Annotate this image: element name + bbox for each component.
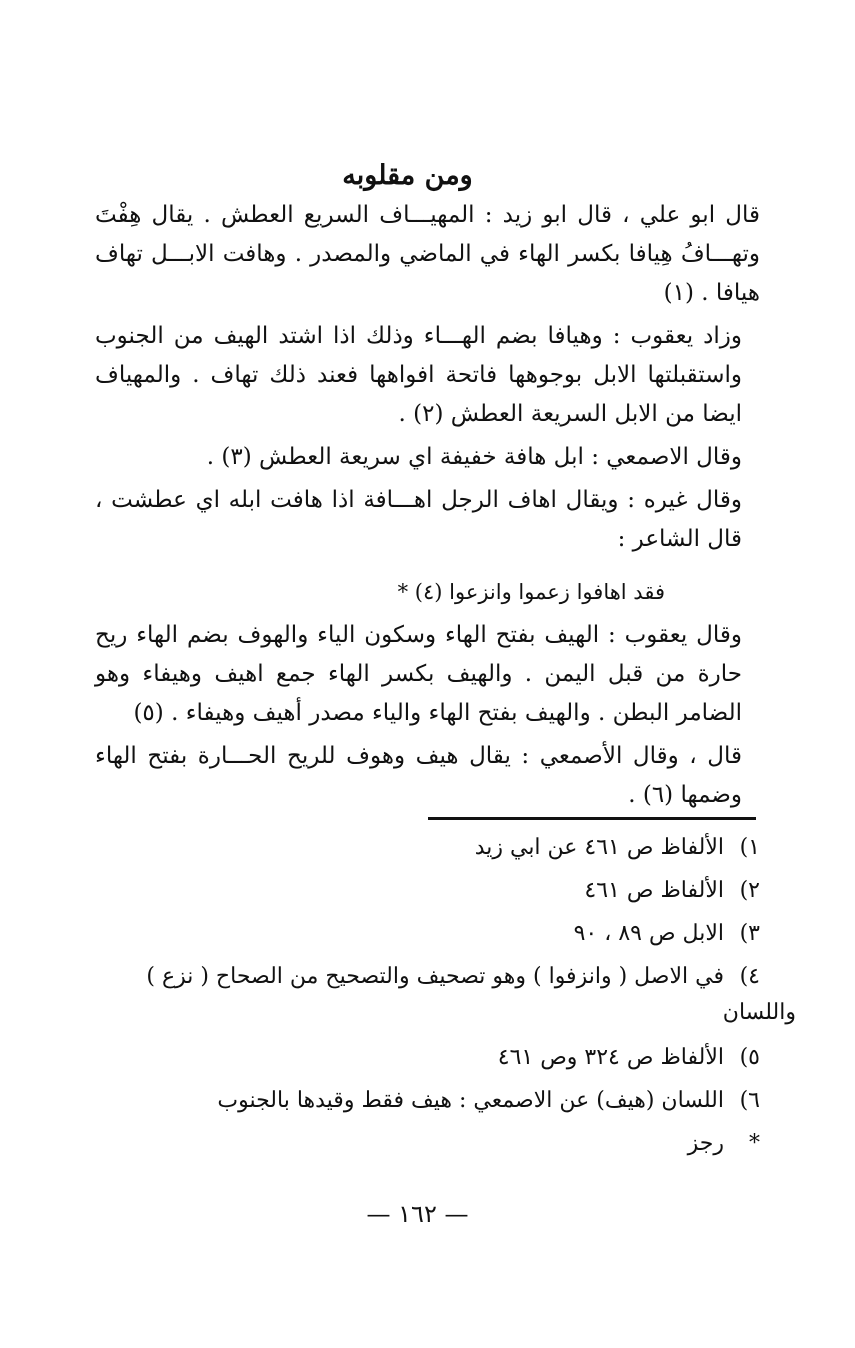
footnote-number: ٣) [739, 921, 760, 946]
paragraph-6: قال ، وقال الأصمعي : يقال هيف وهوف للريح الحـــارة بفتح الهاء وضمها (٦) . [95, 743, 742, 808]
footnote-divider [428, 817, 756, 820]
paragraph-3: وقال الاصمعي : ابل هافة خفيفة اي سريعة العطش (٣) . [206, 444, 742, 470]
footnote-3 [90, 912, 760, 955]
footnotes [90, 826, 796, 1165]
footnote-text: في الاصل ( وانزفوا ) وهو تصحيف والتصحيح من الصحاح ( نزع ) [146, 964, 724, 989]
paragraph-2: وزاد يعقوب : وهيافا بضم الهـــاء وذلك اذا اشتد الهيف من الجنوب واستقبلتها الابل بوجوهها فاتحة افواهها فعند ذلك تهاف . والمهياف ايضا من الابل السريعة العطش (٢) . [95, 323, 742, 427]
footnote-marker: * [749, 1131, 760, 1156]
footnote-5 [90, 1036, 760, 1079]
section-title: ومن مقلوبه [342, 160, 473, 191]
paragraph-4: وقال غيره : ويقال اهاف الرجل اهـــافة اذا هافت ابله اي عطشت ، قال الشاعر : [95, 487, 742, 552]
footnote-2 [90, 869, 760, 912]
footnote-number: ٤) [739, 964, 760, 989]
footnote-text: اللسان (هيف) عن الاصمعي : هيف فقط وقيدها بالجنوب [217, 1088, 724, 1113]
footnote-number: ٢) [739, 878, 760, 903]
footnote-text: الألفاظ ص ٣٢٤ وص ٤٦١ [497, 1045, 724, 1070]
footnote-number: ٦) [739, 1088, 760, 1113]
page-number: — ١٦٢ — [366, 1200, 469, 1228]
footnote-4-continuation: واللسان [722, 1000, 796, 1025]
paragraph-5: وقال يعقوب : الهيف بفتح الهاء وسكون الياء والهوف بضم الهاء ريح حارة من قبل اليمن . والهيف بكسر الهاء جمع اهيف وهيفاء وهو الضامر البطن . والهيف بفتح الهاء والياء مصدر أهيف وهيفاء . (٥) [95, 622, 742, 726]
footnote-6 [90, 1079, 760, 1122]
verse-line: فقد اهافوا زعموا وانزعوا (٤) * [397, 580, 665, 604]
footnote-4 [90, 955, 760, 998]
main-text [95, 196, 760, 819]
footnote-text: رجز [687, 1131, 724, 1156]
footnote-number: ٥) [739, 1045, 760, 1070]
footnote-number: ١) [739, 835, 760, 860]
footnote-verse-type [90, 1122, 760, 1165]
footnote-text: الألفاظ ص ٤٦١ [584, 878, 724, 903]
paragraph-1: قال ابو علي ، قال ابو زيد : المهيـــاف السريع العطش . يقال هِفْتَ وتهـــافُ هِيافا بكسر الهاء في الماضي والمصدر . وهافت الابـــل تهاف هيافا . (١) [95, 202, 760, 306]
footnote-text: الابل ص ٨٩ ، ٩٠ [573, 921, 724, 946]
footnote-text: الألفاظ ص ٤٦١ عن ابي زيد [474, 835, 724, 860]
footnote-1 [90, 826, 760, 869]
